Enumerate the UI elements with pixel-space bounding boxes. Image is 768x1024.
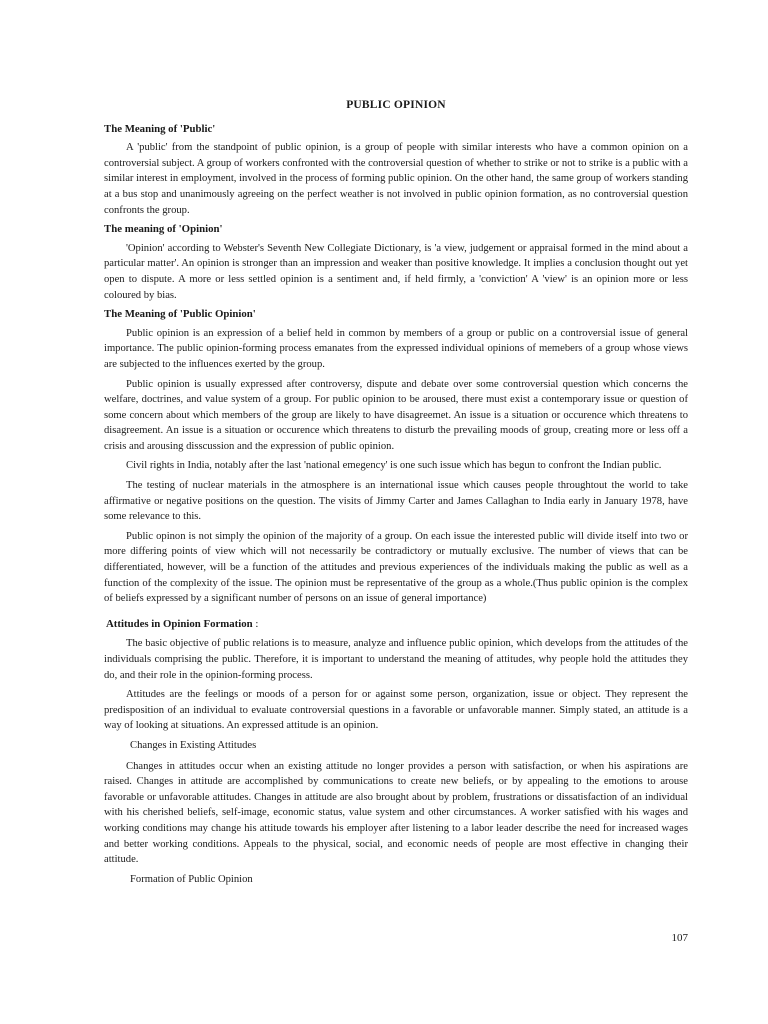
heading-meaning-of-public: The Meaning of 'Public' [104, 122, 216, 135]
paragraph: Attitudes are the feelings or moods of a person for or against some person, organization, issue or object. They represent the predisposition of an individual to evaluate controversial questions in a favorable or unfavorable manner. Simply stated, an attitude is a way of looking at situations. An expressed attitude is an opinion. [104, 689, 688, 732]
paragraph: The testing of nuclear materials in the atmosphere is an international issue which causes people throughtout the world to take affirmative or negative positions on the question. The visits of Jimmy Carter and James Callaghan to India early in January 1978, have some relevance to this. [104, 480, 688, 523]
heading-attitudes-in-opinion-formation [106, 617, 688, 633]
paragraph: The basic objective of public relations is to measure, analyze and influence public opinion, which develops from the attitudes of the individuals comprising the public. Therefore, it is important to understand the meaning of attitudes, why people hold the attitudes they do, and their role in the opinion-forming process. [104, 638, 688, 681]
subheading-formation-of-public-opinion: Formation of Public Opinion [130, 873, 253, 885]
paragraph: 'Opinion' according to Webster's Seventh New Collegiate Dictionary, is 'a view, judgement or appraisal formed in the mind about a particular matter'. An opinion is stronger than an impression and weaker than positive knowledge. It implies a conclusion thought out yet open to dispute. A more or less settled opinion is a sentiment and, if held firmly, a 'conviction' A 'view' is an opinion more or less coloured by bias. [104, 242, 688, 301]
heading-colon: : [252, 617, 259, 630]
paragraph: Public opinon is not simply the opinion of the majority of a group. On each issue the interested public will divide itself into two or more differing points of view which will not necessarily be contradictory or mutually exclusive. The number of views that can be differentiated, however, will be a function of the attitudes and previous experiences of the individuals making the public as well as a function of the complexity of the issue. The opinion must be representative of the group as a whole.(Thus public opinion is the complex of beliefs expressed by a significant number of persons on an issue of general importance) [104, 530, 688, 605]
heading-meaning-of-public-opinion: The Meaning of 'Public Opinion' [104, 308, 256, 321]
paragraph: A 'public' from the standpoint of public opinion, is a group of people with similar interests who have a common opinion on a controversial subject. A group of workers confronted with the controversial question of whether to strike or not to strike is a public with a similar interest in employment, involved in the process of forming public opinion. On the other hand, the same group of workers standing at a bus stop and unanimously agreeing on the perfect weather is not involved in public opinion formation, as no controversial question confronts the group. [104, 142, 688, 216]
page-number: 107 [671, 932, 688, 944]
paragraph: Civil rights in India, notably after the last 'national emegency' is one such issue which has begun to confront the Indian public. [126, 460, 662, 472]
paragraph: Changes in attitudes occur when an existing attitude no longer provides a person with satisfaction, or when his aspirations are raised. Changes in attitude are accomplished by communications to create new beliefs, or by appealing to the emotions to arouse favorable or unfavorable attitudes. Changes in attitude are also brought about by problem, frustrations or dissatisfaction of an individual with his cherished beliefs, self-image, economic status, value system and other circumstances. A worker satisfied with his wages and working conditions may change his attitude towards his employer after listening to a labor leader describe the need for increased wages and better working conditions. Appeals to the physical, social, and economic needs of people are most effective in changing their attitude. [104, 760, 688, 866]
subheading-changes-in-existing-attitudes: Changes in Existing Attitudes [130, 739, 257, 751]
paragraph: Public opinion is usually expressed after controversy, dispute and debate over some controversial question which concerns the welfare, doctrines, and value system of a group. For public opinion to be aroused, there must exist a contemporary issue or question of some concern about which members of the group are likely to have disagreemet. An issue is a situation or occurence which threatens to disagreement. An issue is a situation or occurence which threatens to disturb the prevailing moods of group, creating more or less off a crisis and arousing disscussion and the expression of public opinion. [104, 378, 688, 452]
document-page [104, 98, 688, 892]
page-title: PUBLIC OPINION [346, 99, 446, 111]
paragraph: Public opinion is an expression of a belief held in common by members of a group or public on a controversial issue of general importance. The public opinion-forming process emanates from the expressed individual opinions of memebers of a group whose views are subjected to the influences exerted by the group. [104, 327, 688, 370]
heading-meaning-of-opinion: The meaning of 'Opinion' [104, 223, 223, 236]
heading-text: Attitudes in Opinion Formation [106, 617, 253, 630]
